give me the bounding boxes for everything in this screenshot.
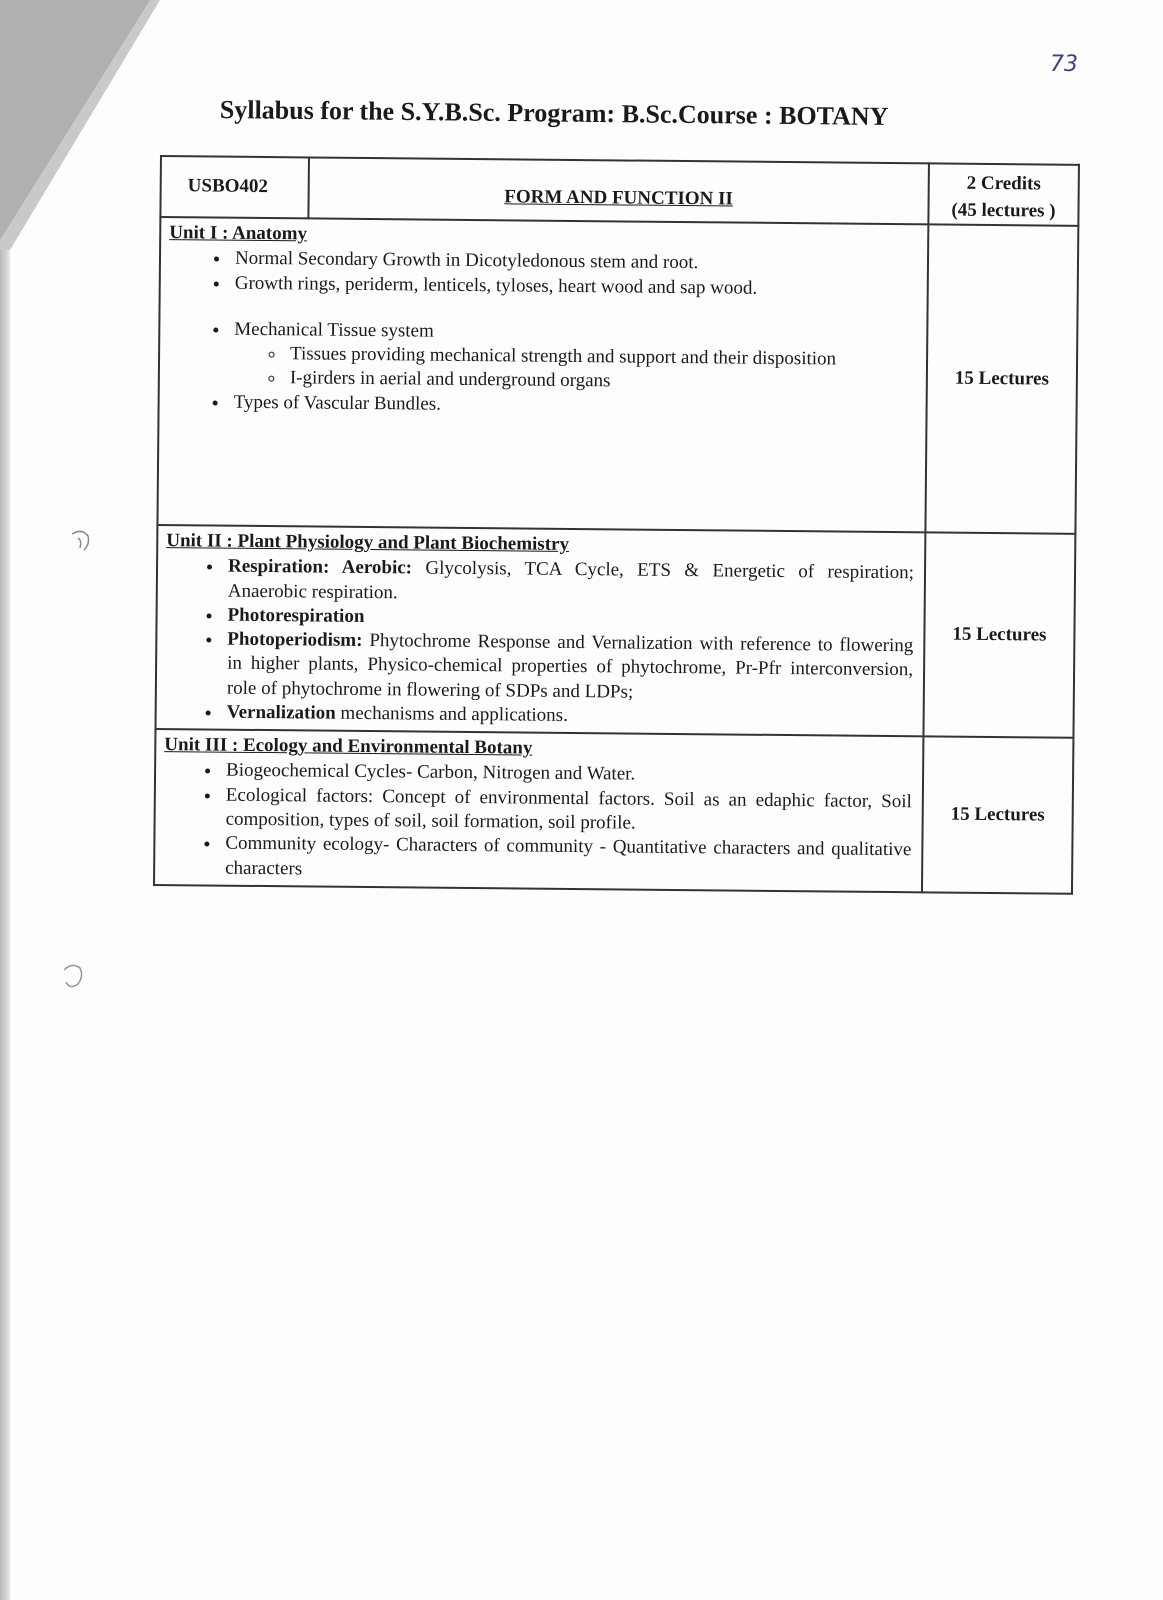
list-item: • Biogeochemical Cycles- Carbon, Nitrogen and Water.	[222, 759, 912, 790]
course-credits	[928, 163, 1079, 226]
list-item: • Community ecology- Characters of community - Quantitative characters and qualitative characters	[221, 832, 911, 887]
page-number: 73	[1050, 52, 1078, 77]
unit-content	[157, 217, 928, 532]
unit-row	[157, 217, 1078, 534]
list-item-text: Phytochrome Response and Vernalization with reference to flowering in higher plants, Physico-chemical properties of phytochrome, Pr-Pfr interconversion, role of phytochrome in flowering of SDPs and LDPs;	[226, 630, 914, 703]
credits-value: 2 Credits	[966, 172, 1041, 195]
list-item	[223, 628, 914, 708]
list-item-text: Glycolysis, TCA Cycle, ETS & Energetic of respiration; Anaerobic respiration.	[227, 557, 915, 603]
sub-list-item: ◦ Tissues providing mechanical strength and support and their disposition	[286, 342, 916, 372]
sub-list-item: ◦ I-girders in aerial and underground organs	[286, 367, 916, 397]
punch-hole-mark	[60, 962, 84, 990]
syllabus-document	[153, 155, 1080, 895]
unit-row	[154, 729, 1073, 893]
unit-topic-list	[168, 246, 918, 421]
unit-content	[154, 729, 923, 892]
list-item: • Types of Vascular Bundles.	[230, 390, 916, 421]
list-item-term: Photorespiration	[227, 604, 365, 627]
list-item-text: mechanisms and applications.	[335, 702, 568, 727]
syllabus-table	[153, 155, 1080, 895]
course-name: FORM AND FUNCTION II	[308, 157, 929, 224]
unit-title: Unit III : Ecology and Environmental Botany	[164, 734, 533, 759]
list-item	[224, 555, 914, 610]
list-item-text: Mechanical Tissue system	[234, 318, 434, 342]
unit-row	[155, 525, 1075, 738]
list-item	[223, 701, 913, 732]
unit-title: Unit I : Anatomy	[169, 222, 308, 245]
course-code: USBO402	[160, 156, 309, 219]
page-title: Syllabus for the S.Y.B.Sc. Program: B.Sc.Course : BOTANY	[219, 95, 889, 131]
unit-content	[155, 525, 925, 737]
punch-hole-mark	[68, 528, 92, 556]
list-item: • Normal Secondary Growth in Dicotyledonous stem and root.	[231, 247, 917, 278]
scan-corner-shadow	[0, 0, 160, 250]
unit-title: Unit II : Plant Physiology and Plant Biochemistry	[166, 530, 570, 556]
list-item: • Growth rings, periderm, lenticels, tyloses, heart wood and sap wood.	[231, 271, 917, 302]
unit-lectures: 15 Lectures	[925, 225, 1078, 534]
course-header-row	[160, 156, 1079, 226]
unit-topic-list	[163, 758, 912, 887]
sub-topic-list	[234, 342, 916, 397]
unit-lectures: 15 Lectures	[922, 737, 1073, 894]
list-item-term: Photoperiodism:	[227, 628, 363, 652]
list-item-term: Vernalization	[226, 701, 336, 724]
unit-topic-list	[165, 554, 915, 731]
list-item: • Ecological factors: Concept of environmental factors. Soil as an edaphic factor, Soil composition, types of soil, soil formation, soil profile.	[222, 783, 912, 838]
lectures-total: (45 lectures )	[951, 199, 1056, 222]
unit-lectures: 15 Lectures	[923, 533, 1075, 739]
list-item-term: Respiration: Aerobic:	[227, 555, 413, 579]
list-item	[230, 317, 917, 397]
